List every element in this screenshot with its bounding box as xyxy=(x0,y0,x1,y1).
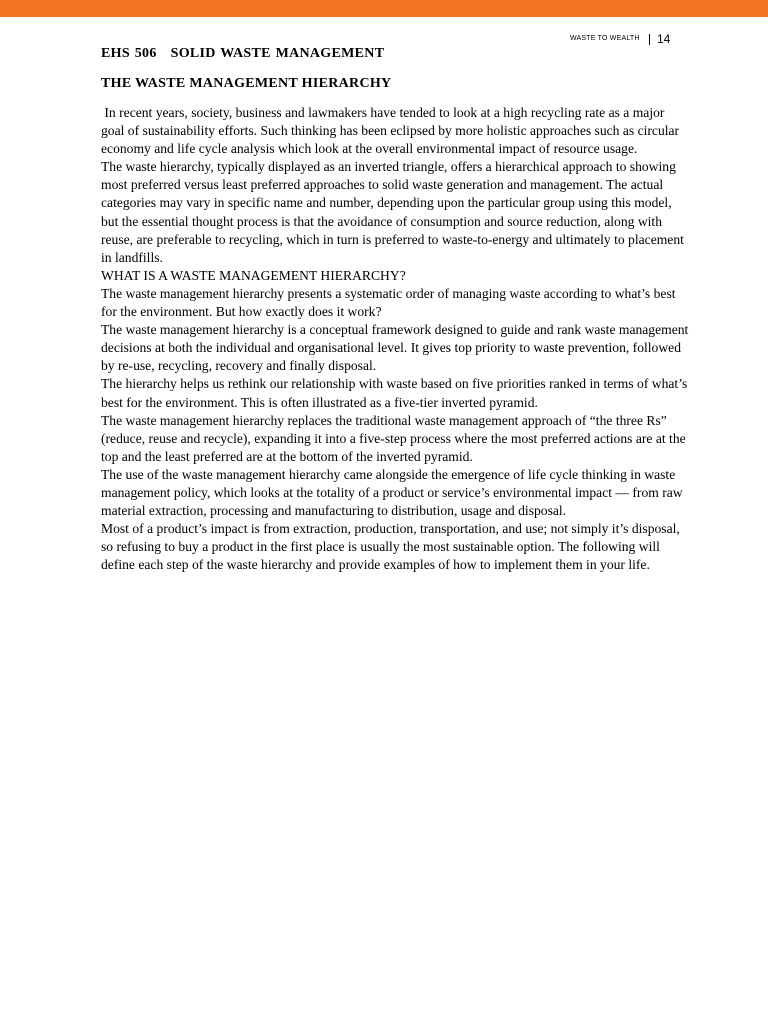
paragraph-waste-hierarchy: The waste hierarchy, typically displayed as an inverted triangle, offers a hierarchical approach to showing most preferred versus least preferred approaches to solid waste generation and management. The actual categories may vary in specific name and number, depending upon the particular group using this model, but the essential thought process is that the avoidance of consumption and source reduction, along with reuse, are preferable to recycling, which in turn is preferred to waste-to-energy and ultimately to placement in landfills. xyxy=(101,159,684,265)
subheading-what-is-hierarchy: WHAT IS A WASTE MANAGEMENT HIERARCHY? xyxy=(101,267,406,283)
paragraph-product-impact: Most of a product’s impact is from extraction, production, transportation, and use; not simply it’s disposal, so refusing to buy a product in the first place is usually the most sustainable option. The following will define each step of the waste hierarchy and provide examples of how to implement them in your life. xyxy=(101,521,680,573)
section-title: THE WASTE MANAGEMENT HIERARCHY xyxy=(101,76,392,91)
paragraph-systematic-order: The waste management hierarchy presents a systematic order of managing waste according to what’s best for the environment. But how exactly does it work? xyxy=(101,285,676,320)
course-title xyxy=(101,44,691,64)
paragraph-five-priorities: The hierarchy helps us rethink our relationship with waste based on five priorities ranked in terms of what’s best for the environment. This is often illustrated as a five-tier inverted pyramid. xyxy=(101,376,688,410)
running-header-title: WASTE TO WEALTH xyxy=(570,35,640,42)
page-number: 14 xyxy=(657,32,671,46)
body-text xyxy=(101,104,691,574)
paragraph-conceptual-framework: The waste management hierarchy is a conceptual framework designed to guide and rank waste management decisions at both the individual and organisational level. It gives top priority to waste prevention, followed by re-use, recycling, recovery and finally disposal. xyxy=(101,322,689,374)
course-code: EHS 506 xyxy=(101,46,157,61)
paragraph-life-cycle: The use of the waste management hierarchy came alongside the emergence of life cycle thinking in waste management policy, which looks at the totality of a product or service’s environmental impact — from raw material extraction, processing and manufacturing to distribution, usage and disposal. xyxy=(101,466,683,519)
header-accent-bar xyxy=(0,0,768,17)
page-content xyxy=(101,44,691,574)
paragraph-three-rs: The waste management hierarchy replaces the traditional waste management approach of “the three Rs” (reduce, reuse and recycle), expanding it into a five-step process where the most preferred actions are at the top and the least preferred are at the bottom of the inverted pyramid. xyxy=(101,412,686,464)
paragraph-intro: In recent years, society, business and lawmakers have tended to look at a high recycling rate as a major goal of sustainability efforts. Such thinking has been eclipsed by more holistic approaches such as circular economy and life cycle analysis which look at the overall environmental impact of resource usage. xyxy=(101,105,683,157)
course-name: SOLID WASTE MANAGEMENT xyxy=(170,46,385,61)
